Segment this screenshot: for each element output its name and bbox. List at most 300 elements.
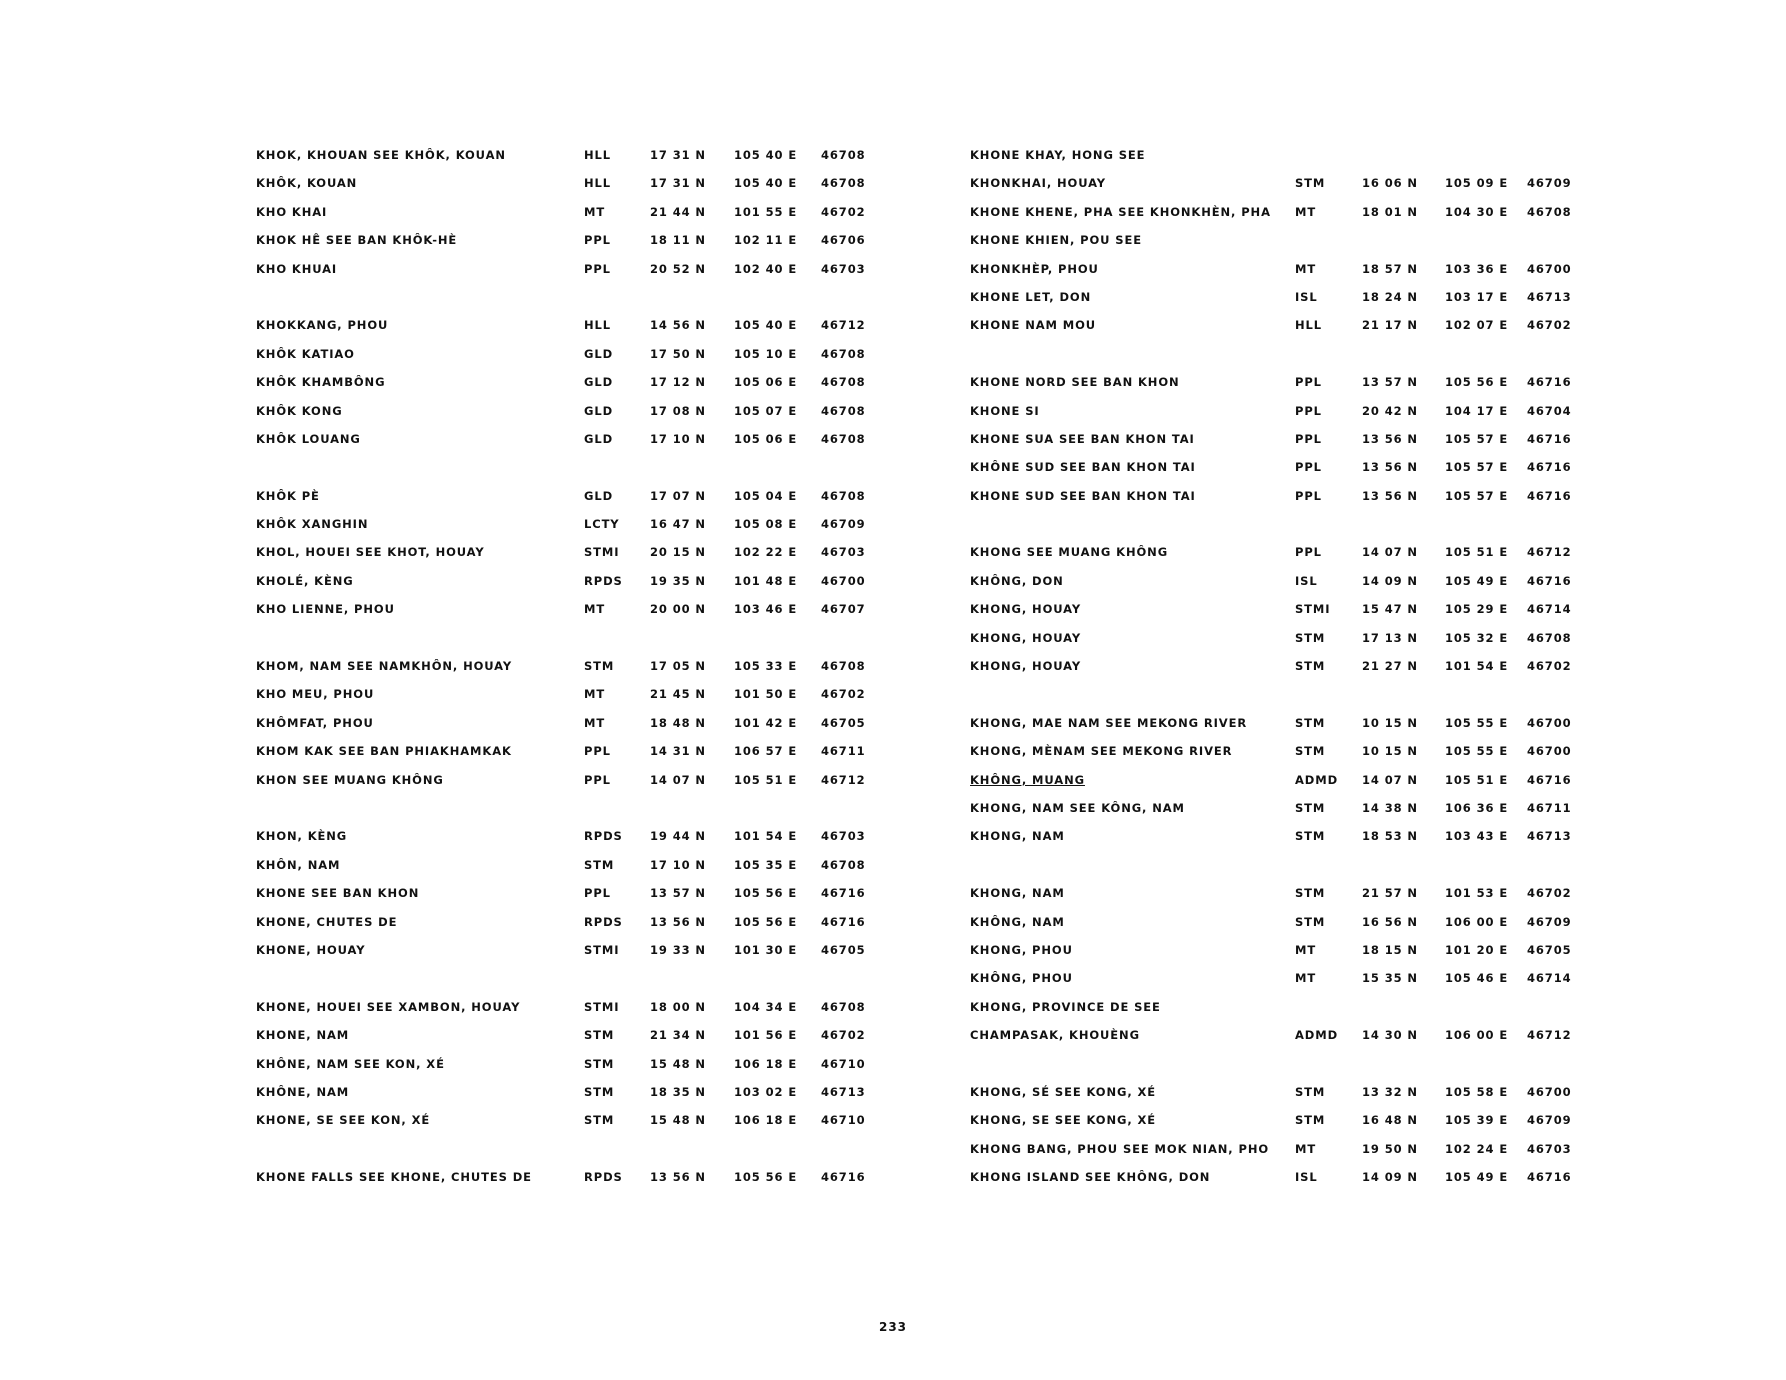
longitude: 105 49 E xyxy=(1445,573,1509,588)
latitude: 14 09 N xyxy=(1362,1170,1418,1185)
latitude: 19 35 N xyxy=(650,573,706,588)
latitude: 17 08 N xyxy=(650,403,706,418)
longitude: 101 20 E xyxy=(1445,942,1509,957)
feature-class: PPL xyxy=(584,261,611,276)
entry-name: KHÔNG, PHOU xyxy=(970,971,1073,986)
map-sheet-number: 46703 xyxy=(821,545,866,560)
entry-name: KHÔNG, NAM xyxy=(970,914,1065,929)
entry-name: KHONG SEE MUANG KHÔNG xyxy=(970,545,1169,560)
gazetteer-entry-row xyxy=(970,829,1590,857)
latitude: 14 07 N xyxy=(650,772,706,787)
latitude: 15 48 N xyxy=(650,1113,706,1128)
map-sheet-number: 46716 xyxy=(1527,573,1572,588)
feature-class: PPL xyxy=(584,744,611,759)
gazetteer-entry-row xyxy=(256,915,896,943)
longitude: 103 17 E xyxy=(1445,289,1509,304)
map-sheet-number: 46713 xyxy=(1527,829,1572,844)
entry-name: KHÔNE, NAM xyxy=(256,1084,350,1099)
gazetteer-entry-row xyxy=(970,148,1590,176)
longitude: 105 56 E xyxy=(734,886,798,901)
longitude: 101 56 E xyxy=(734,1028,798,1043)
map-sheet-number: 46702 xyxy=(1527,886,1572,901)
longitude: 105 40 E xyxy=(734,148,798,162)
feature-class: GLD xyxy=(584,403,614,418)
entry-name: KHOM, NAM SEE NAMKHÔN, HOUAY xyxy=(256,659,513,674)
feature-class: STM xyxy=(1295,744,1326,759)
gazetteer-entry-row xyxy=(970,886,1590,914)
map-sheet-number: 46702 xyxy=(821,687,866,702)
gazetteer-left-column xyxy=(256,148,896,1198)
latitude: 16 48 N xyxy=(1362,1113,1418,1128)
longitude: 102 22 E xyxy=(734,545,798,560)
latitude: 18 11 N xyxy=(650,233,706,248)
longitude: 102 11 E xyxy=(734,233,798,248)
gazetteer-entry-row xyxy=(256,347,896,375)
gazetteer-entry-row xyxy=(970,176,1590,204)
longitude: 101 30 E xyxy=(734,942,798,957)
latitude: 21 27 N xyxy=(1362,659,1418,674)
blank-spacer-row xyxy=(256,971,896,999)
entry-name: KHÔNG, DON xyxy=(970,573,1064,588)
entry-name: KHONE SI xyxy=(970,403,1040,418)
map-sheet-number: 46716 xyxy=(821,1170,866,1185)
entry-name: KHÔNE SUD SEE BAN KHON TAI xyxy=(970,460,1196,475)
map-sheet-number: 46700 xyxy=(1527,261,1572,276)
entry-name: KHÔK XANGHIN xyxy=(256,517,369,532)
longitude: 105 56 E xyxy=(1445,375,1509,390)
gazetteer-entry-row xyxy=(256,687,896,715)
latitude: 18 00 N xyxy=(650,999,706,1014)
longitude: 105 55 E xyxy=(1445,715,1509,730)
map-sheet-number: 46716 xyxy=(821,886,866,901)
gazetteer-entry-row xyxy=(970,489,1590,517)
map-sheet-number: 46705 xyxy=(1527,942,1572,957)
entry-name: KHONE, SE SEE KON, XÉ xyxy=(256,1113,431,1128)
map-sheet-number: 46709 xyxy=(821,517,866,532)
gazetteer-entry-row xyxy=(970,1000,1590,1028)
longitude: 105 09 E xyxy=(1445,176,1509,191)
entry-name: KHÔNE, NAM SEE KON, XÉ xyxy=(256,1056,445,1071)
feature-class: STM xyxy=(584,1113,615,1128)
longitude: 105 40 E xyxy=(734,318,798,333)
entry-name: KHO MEU, PHOU xyxy=(256,687,375,702)
map-sheet-number: 46716 xyxy=(1527,488,1572,503)
map-sheet-number: 46707 xyxy=(821,602,866,617)
map-sheet-number: 46713 xyxy=(821,1084,866,1099)
latitude: 15 47 N xyxy=(1362,602,1418,617)
feature-class: GLD xyxy=(584,346,614,361)
longitude: 102 40 E xyxy=(734,261,798,276)
feature-class: PPL xyxy=(584,886,611,901)
map-sheet-number: 46700 xyxy=(821,573,866,588)
gazetteer-entry-row xyxy=(256,943,896,971)
feature-class: STM xyxy=(1295,176,1326,191)
feature-class: STM xyxy=(1295,886,1326,901)
longitude: 101 50 E xyxy=(734,687,798,702)
map-sheet-number: 46711 xyxy=(821,744,866,759)
latitude: 17 31 N xyxy=(650,176,706,191)
feature-class: MT xyxy=(584,687,606,702)
feature-class: STM xyxy=(584,857,615,872)
gazetteer-entry-row xyxy=(256,318,896,346)
longitude: 105 06 E xyxy=(734,375,798,390)
gazetteer-entry-row xyxy=(970,943,1590,971)
map-sheet-number: 46708 xyxy=(821,999,866,1014)
feature-class: PPL xyxy=(1295,431,1322,446)
entry-name: KHONE, NAM xyxy=(256,1028,350,1043)
gazetteer-entry-row xyxy=(970,716,1590,744)
latitude: 17 13 N xyxy=(1362,630,1418,645)
gazetteer-entry-row xyxy=(256,829,896,857)
map-sheet-number: 46714 xyxy=(1527,971,1572,986)
feature-class: MT xyxy=(1295,971,1317,986)
gazetteer-entry-row xyxy=(256,716,896,744)
gazetteer-entry-row xyxy=(256,659,896,687)
gazetteer-entry-row xyxy=(256,233,896,261)
latitude: 14 09 N xyxy=(1362,573,1418,588)
longitude: 101 55 E xyxy=(734,204,798,219)
longitude: 101 53 E xyxy=(1445,886,1509,901)
entry-name: KHONE, HOUAY xyxy=(256,942,366,957)
latitude: 17 10 N xyxy=(650,857,706,872)
entry-name: KHONE, CHUTES DE xyxy=(256,914,398,929)
gazetteer-entry-row xyxy=(256,404,896,432)
longitude: 106 57 E xyxy=(734,744,798,759)
latitude: 15 48 N xyxy=(650,1056,706,1071)
longitude: 105 35 E xyxy=(734,857,798,872)
entry-name: KHÔMFAT, PHOU xyxy=(256,715,374,730)
map-sheet-number: 46703 xyxy=(1527,1141,1572,1156)
gazetteer-entry-row xyxy=(970,432,1590,460)
gazetteer-entry-row xyxy=(970,404,1590,432)
latitude: 20 00 N xyxy=(650,602,706,617)
entry-name: KHONG, SÉ SEE KONG, XÉ xyxy=(970,1084,1157,1099)
feature-class: STM xyxy=(1295,1113,1326,1128)
map-sheet-number: 46711 xyxy=(1527,800,1572,815)
map-sheet-number: 46716 xyxy=(1527,375,1572,390)
gazetteer-entry-row xyxy=(256,517,896,545)
latitude: 16 06 N xyxy=(1362,176,1418,191)
gazetteer-entry-row xyxy=(256,1113,896,1141)
entry-name: KHONE, HOUEI SEE XAMBON, HOUAY xyxy=(256,999,521,1014)
map-sheet-number: 46703 xyxy=(821,261,866,276)
gazetteer-entry-row xyxy=(256,1170,896,1198)
map-sheet-number: 46710 xyxy=(821,1056,866,1071)
gazetteer-entry-row xyxy=(256,886,896,914)
entry-name: KHOK HÊ SEE BAN KHÔK-HÈ xyxy=(256,233,458,248)
longitude: 102 07 E xyxy=(1445,318,1509,333)
entry-name: KHON, KÈNG xyxy=(256,829,348,844)
feature-class: HLL xyxy=(1295,318,1322,333)
gazetteer-right-column xyxy=(970,148,1590,1198)
feature-class: MT xyxy=(1295,942,1317,957)
entry-name: KHO KHUAI xyxy=(256,261,338,276)
feature-class: MT xyxy=(1295,261,1317,276)
latitude: 21 44 N xyxy=(650,204,706,219)
feature-class: STM xyxy=(584,1056,615,1071)
gazetteer-entry-row xyxy=(256,148,896,176)
feature-class: ISL xyxy=(1295,1170,1318,1185)
feature-class: PPL xyxy=(1295,545,1322,560)
blank-spacer-row xyxy=(970,347,1590,375)
longitude: 105 51 E xyxy=(734,772,798,787)
map-sheet-number: 46705 xyxy=(821,942,866,957)
map-sheet-number: 46712 xyxy=(1527,545,1572,560)
feature-class: HLL xyxy=(584,176,611,191)
latitude: 19 33 N xyxy=(650,942,706,957)
longitude: 101 48 E xyxy=(734,573,798,588)
feature-class: PPL xyxy=(1295,375,1322,390)
longitude: 103 46 E xyxy=(734,602,798,617)
gazetteer-entry-row xyxy=(970,1085,1590,1113)
entry-name: KHO LIENNE, PHOU xyxy=(256,602,395,617)
entry-name: KHÔK KATIAO xyxy=(256,346,355,361)
longitude: 106 00 E xyxy=(1445,1028,1509,1043)
latitude: 21 34 N xyxy=(650,1028,706,1043)
longitude: 106 18 E xyxy=(734,1113,798,1128)
gazetteer-entry-row xyxy=(256,1028,896,1056)
feature-class: ISL xyxy=(1295,573,1318,588)
gazetteer-entry-row xyxy=(970,744,1590,772)
longitude: 105 07 E xyxy=(734,403,798,418)
longitude: 105 33 E xyxy=(734,659,798,674)
map-sheet-number: 46716 xyxy=(1527,772,1572,787)
latitude: 14 56 N xyxy=(650,318,706,333)
feature-class: STMI xyxy=(584,545,620,560)
map-sheet-number: 46705 xyxy=(821,715,866,730)
entry-name: CHAMPASAK, KHOUÈNG xyxy=(970,1028,1140,1043)
latitude: 19 44 N xyxy=(650,829,706,844)
latitude: 21 57 N xyxy=(1362,886,1418,901)
longitude: 105 57 E xyxy=(1445,431,1509,446)
latitude: 17 10 N xyxy=(650,431,706,446)
longitude: 105 51 E xyxy=(1445,545,1509,560)
longitude: 106 00 E xyxy=(1445,914,1509,929)
map-sheet-number: 46716 xyxy=(1527,460,1572,475)
latitude: 17 07 N xyxy=(650,488,706,503)
longitude: 105 49 E xyxy=(1445,1170,1509,1185)
gazetteer-entry-row xyxy=(256,432,896,460)
longitude: 105 10 E xyxy=(734,346,798,361)
longitude: 105 57 E xyxy=(1445,460,1509,475)
gazetteer-entry-row xyxy=(970,801,1590,829)
gazetteer-entry-row xyxy=(256,602,896,630)
entry-name: KHOLÉ, KÈNG xyxy=(256,573,354,588)
latitude: 21 45 N xyxy=(650,687,706,702)
blank-spacer-row xyxy=(256,460,896,488)
feature-class: RPDS xyxy=(584,914,623,929)
entry-name: KHONE SUA SEE BAN KHON TAI xyxy=(970,431,1195,446)
entry-name: KHÔK KHAMBÔNG xyxy=(256,375,386,390)
gazetteer-entry-row xyxy=(256,205,896,233)
map-sheet-number: 46709 xyxy=(1527,176,1572,191)
entry-name: KHONE KHENE, PHA SEE KHONKHÈN, PHA xyxy=(970,204,1271,219)
latitude: 10 15 N xyxy=(1362,715,1418,730)
feature-class: MT xyxy=(1295,204,1317,219)
latitude: 13 56 N xyxy=(650,914,706,929)
blank-spacer-row xyxy=(970,1057,1590,1085)
feature-class: MT xyxy=(584,204,606,219)
gazetteer-entry-row xyxy=(970,602,1590,630)
gazetteer-entry-row xyxy=(970,773,1590,801)
longitude: 105 32 E xyxy=(1445,630,1509,645)
longitude: 105 29 E xyxy=(1445,602,1509,617)
entry-name: KHONG, HOUAY xyxy=(970,630,1082,645)
map-sheet-number: 46702 xyxy=(821,204,866,219)
gazetteer-entry-row xyxy=(256,744,896,772)
blank-spacer-row xyxy=(256,801,896,829)
feature-class: STM xyxy=(1295,630,1326,645)
latitude: 17 05 N xyxy=(650,659,706,674)
entry-name: KHONE SEE BAN KHON xyxy=(256,886,420,901)
entry-name: KHONG, NAM xyxy=(970,829,1065,844)
latitude: 18 01 N xyxy=(1362,204,1418,219)
map-sheet-number: 46716 xyxy=(821,914,866,929)
entry-name: KHÔK KONG xyxy=(256,403,343,418)
longitude: 105 51 E xyxy=(1445,772,1509,787)
map-sheet-number: 46712 xyxy=(1527,1028,1572,1043)
longitude: 105 58 E xyxy=(1445,1084,1509,1099)
entry-name: KHOK, KHOUAN SEE KHÔK, KOUAN xyxy=(256,148,506,162)
entry-name: KHONG BANG, PHOU SEE MOK NIAN, PHO xyxy=(970,1141,1270,1156)
longitude: 103 02 E xyxy=(734,1084,798,1099)
longitude: 104 17 E xyxy=(1445,403,1509,418)
map-sheet-number: 46708 xyxy=(821,148,866,162)
latitude: 13 32 N xyxy=(1362,1084,1418,1099)
map-sheet-number: 46708 xyxy=(821,431,866,446)
feature-class: STMI xyxy=(584,942,620,957)
longitude: 105 40 E xyxy=(734,176,798,191)
gazetteer-entry-row xyxy=(970,375,1590,403)
latitude: 18 35 N xyxy=(650,1084,706,1099)
map-sheet-number: 46700 xyxy=(1527,744,1572,759)
map-sheet-number: 46709 xyxy=(1527,914,1572,929)
entry-name: KHONG, MAE NAM SEE MEKONG RIVER xyxy=(970,715,1248,730)
gazetteer-entry-row xyxy=(256,545,896,573)
gazetteer-entry-row xyxy=(256,574,896,602)
entry-name: KHONE KHAY, HONG SEE xyxy=(970,148,1146,162)
blank-spacer-row xyxy=(970,517,1590,545)
gazetteer-entry-row xyxy=(970,205,1590,233)
entry-name: KHONE KHIEN, POU SEE xyxy=(970,233,1143,248)
blank-spacer-row xyxy=(256,1142,896,1170)
longitude: 105 56 E xyxy=(734,1170,798,1185)
gazetteer-entry-row xyxy=(256,375,896,403)
feature-class: STMI xyxy=(1295,602,1331,617)
longitude: 105 55 E xyxy=(1445,744,1509,759)
longitude: 103 36 E xyxy=(1445,261,1509,276)
feature-class: STM xyxy=(1295,659,1326,674)
longitude: 105 56 E xyxy=(734,914,798,929)
longitude: 101 54 E xyxy=(734,829,798,844)
gazetteer-entry-row xyxy=(970,262,1590,290)
map-sheet-number: 46712 xyxy=(821,772,866,787)
entry-name: KHONG, NAM xyxy=(970,886,1065,901)
latitude: 13 57 N xyxy=(650,886,706,901)
longitude: 101 42 E xyxy=(734,715,798,730)
longitude: 105 06 E xyxy=(734,431,798,446)
entry-name: KHONKHAI, HOUAY xyxy=(970,176,1107,191)
feature-class: PPL xyxy=(584,233,611,248)
latitude: 13 56 N xyxy=(650,1170,706,1185)
entry-name: KHONG, NAM SEE KÔNG, NAM xyxy=(970,800,1185,815)
gazetteer-entry-row xyxy=(970,233,1590,261)
feature-class: STM xyxy=(1295,715,1326,730)
entry-name: KHÔK, KOUAN xyxy=(256,176,358,191)
longitude: 106 18 E xyxy=(734,1056,798,1071)
gazetteer-entry-row xyxy=(256,1085,896,1113)
longitude: 105 08 E xyxy=(734,517,798,532)
longitude: 101 54 E xyxy=(1445,659,1509,674)
latitude: 18 15 N xyxy=(1362,942,1418,957)
entry-name: KHONG, PROVINCE DE SEE xyxy=(970,999,1161,1014)
feature-class: HLL xyxy=(584,148,611,162)
entry-name: KHONE FALLS SEE KHONE, CHUTES DE xyxy=(256,1170,532,1185)
map-sheet-number: 46714 xyxy=(1527,602,1572,617)
gazetteer-entry-row xyxy=(970,631,1590,659)
map-sheet-number: 46710 xyxy=(821,1113,866,1128)
latitude: 14 07 N xyxy=(1362,545,1418,560)
entry-name: KHONG, MÈNAM SEE MEKONG RIVER xyxy=(970,744,1233,759)
feature-class: STM xyxy=(1295,829,1326,844)
feature-class: STMI xyxy=(584,999,620,1014)
map-sheet-number: 46702 xyxy=(1527,318,1572,333)
blank-spacer-row xyxy=(256,631,896,659)
feature-class: ISL xyxy=(1295,289,1318,304)
entry-name: KHÔK PÈ xyxy=(256,488,320,503)
gazetteer-entry-row xyxy=(970,290,1590,318)
latitude: 13 56 N xyxy=(1362,431,1418,446)
map-sheet-number: 46702 xyxy=(821,1028,866,1043)
blank-spacer-row xyxy=(256,290,896,318)
latitude: 19 50 N xyxy=(1362,1141,1418,1156)
feature-class: LCTY xyxy=(584,517,620,532)
feature-class: GLD xyxy=(584,375,614,390)
entry-name: KHOL, HOUEI SEE KHOT, HOUAY xyxy=(256,545,485,560)
gazetteer-entry-row xyxy=(970,1170,1590,1198)
latitude: 15 35 N xyxy=(1362,971,1418,986)
gazetteer-entry-row xyxy=(256,176,896,204)
feature-class: PPL xyxy=(1295,403,1322,418)
latitude: 18 48 N xyxy=(650,715,706,730)
longitude: 104 34 E xyxy=(734,999,798,1014)
gazetteer-entry-row xyxy=(970,1142,1590,1170)
gazetteer-entry-row xyxy=(970,1028,1590,1056)
map-sheet-number: 46708 xyxy=(821,659,866,674)
gazetteer-entry-row xyxy=(970,659,1590,687)
gazetteer-entry-row xyxy=(256,858,896,886)
latitude: 17 31 N xyxy=(650,148,706,162)
feature-class: RPDS xyxy=(584,829,623,844)
entry-name: KHON SEE MUANG KHÔNG xyxy=(256,772,444,787)
map-sheet-number: 46708 xyxy=(821,375,866,390)
gazetteer-entry-row xyxy=(970,545,1590,573)
entry-name: KHONG ISLAND SEE KHÔNG, DON xyxy=(970,1170,1211,1185)
entry-name: KHOM KAK SEE BAN PHIAKHAMKAK xyxy=(256,744,512,759)
longitude: 105 04 E xyxy=(734,488,798,503)
blank-spacer-row xyxy=(970,858,1590,886)
feature-class: STM xyxy=(584,659,615,674)
map-sheet-number: 46708 xyxy=(821,488,866,503)
entry-name: KHONG, HOUAY xyxy=(970,659,1082,674)
longitude: 102 24 E xyxy=(1445,1141,1509,1156)
entry-name: KHONE SUD SEE BAN KHON TAI xyxy=(970,488,1196,503)
blank-spacer-row xyxy=(970,687,1590,715)
gazetteer-entry-row xyxy=(256,1057,896,1085)
map-sheet-number: 46700 xyxy=(1527,1084,1572,1099)
feature-class: PPL xyxy=(584,772,611,787)
latitude: 16 56 N xyxy=(1362,914,1418,929)
